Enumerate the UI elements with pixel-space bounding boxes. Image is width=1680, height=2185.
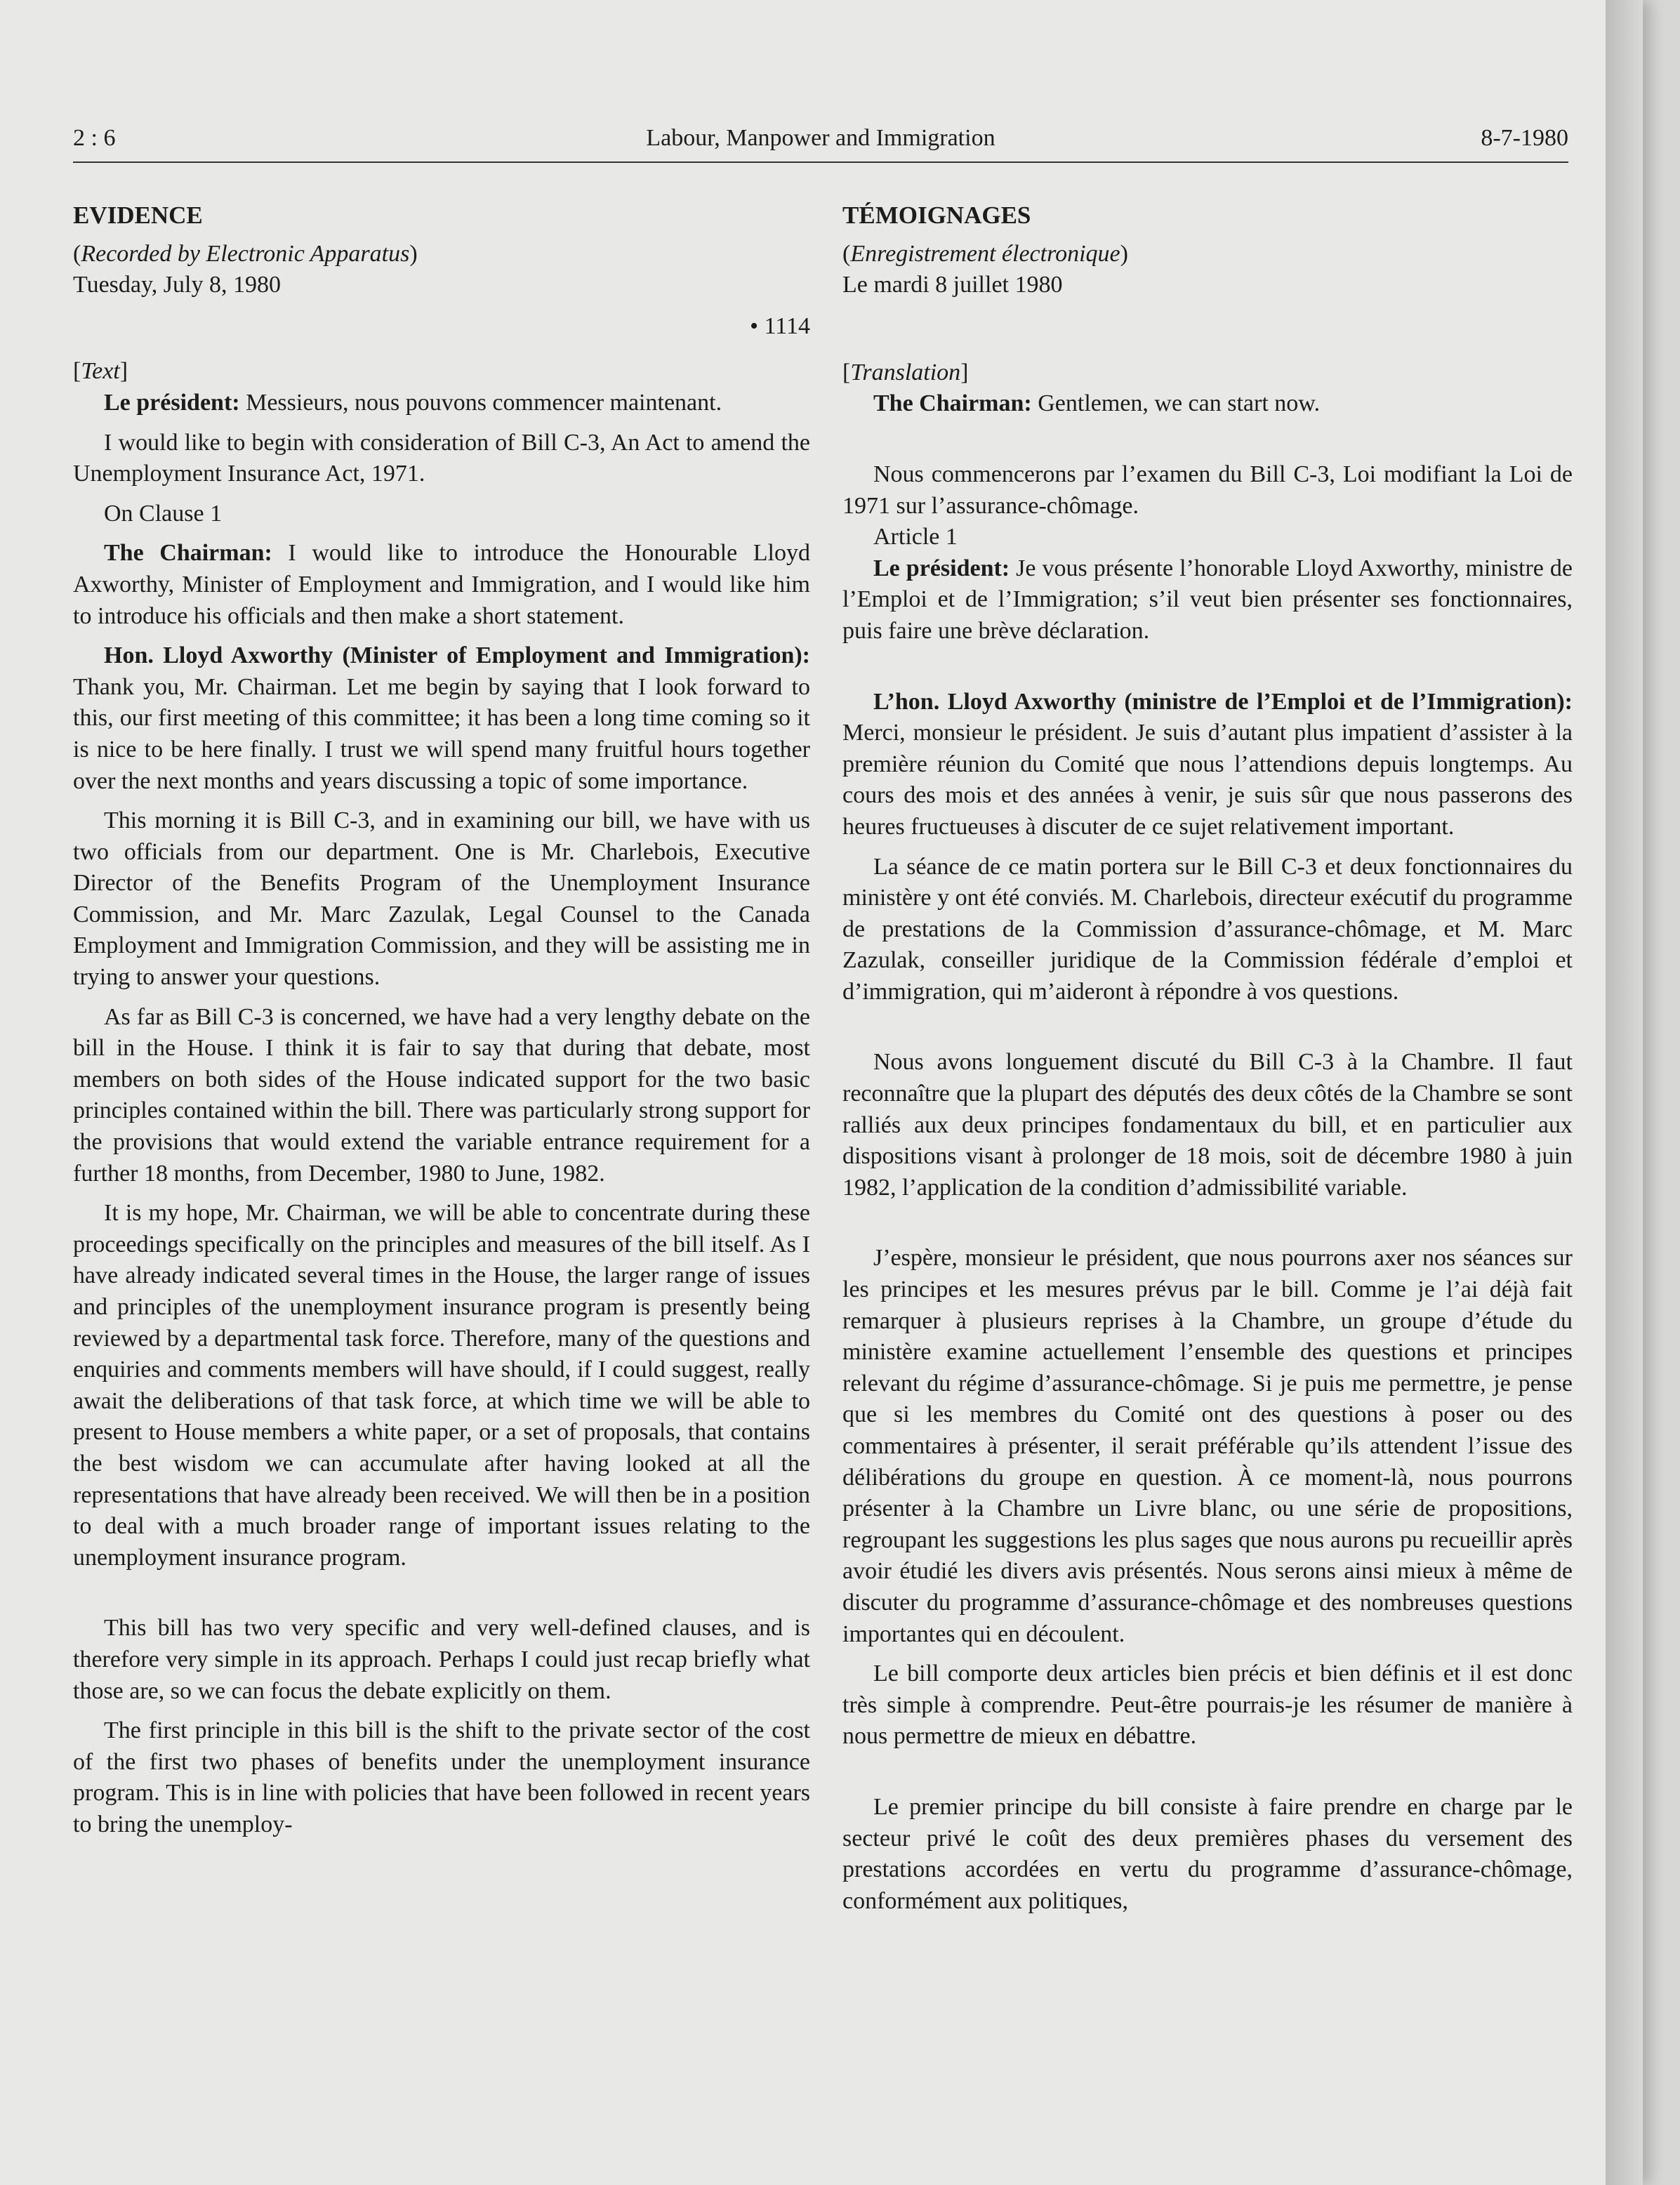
english-column <box>73 200 810 1841</box>
recording-note: (Recorded by Electronic Apparatus) <box>73 240 418 267</box>
paragraph: This morning it is Bill C-3, and in examining our bill, we have with us two officials from our department. One is Mr. Charlebois, Executive Director of the Benefits Program of the Unemployment Insurance Commission, and Mr. Marc Zazulak, Legal Counsel to the Canada Employment and Immigration Commission, and they will be assisting me in trying to answer your questions. <box>73 807 810 991</box>
paragraph: Nous commencerons par l’examen du Bill C-3, Loi modifiant la Loi de 1971 sur l’assurance-chômage. <box>842 461 1573 519</box>
section-heading: TÉMOIGNAGES <box>842 202 1031 229</box>
paragraph: This bill has two very specific and very well-defined clauses, and is therefore very simple in its approach. Perhaps I could just recap briefly what those are, so we can focus the debate explicitly on them. <box>73 1615 810 1704</box>
section-heading: EVIDENCE <box>73 202 203 229</box>
session-date: Le mardi 8 juillet 1980 <box>842 272 1063 298</box>
page-header <box>73 122 1568 163</box>
header-date: 8-7-1980 <box>1481 125 1568 151</box>
paragraph: La séance de ce matin portera sur le Bill C-3 et deux fonctionnaires du ministère y ont été conviés. M. Charlebois, directeur exécutif du programme de prestations de la Commission d’assurance-chômage, et M. Marc Zazulak, conseiller juridique de la Commission fédérale d’emploi et d’immigration, qui m’aideront à répondre à vos questions. <box>842 853 1573 1005</box>
paragraph: As far as Bill C-3 is concerned, we have had a very lengthy debate on the bill in the House. I think it is fair to say that during that debate, most members on both sides of the House indicated support for the two basic principles contained within the bill. There was particularly strong support for the provisions that would extend the variable entrance requirement for a further 18 months, from December, 1980 to June, 1982. <box>73 1003 810 1187</box>
paragraph: Le premier principe du bill consiste à faire prendre en charge par le secteur privé le coût des deux premières phases du versement des prestations accordées en vertu du programme d’assurance-chômage, conformément aux politiques, <box>842 1793 1573 1914</box>
speaker-name: L’hon. Lloyd Axworthy (ministre de l’Emploi et de l’Immigration): <box>873 688 1573 715</box>
paragraph: The Chairman: Gentlemen, we can start now. <box>873 390 1321 417</box>
french-column <box>842 200 1573 1917</box>
paragraph: It is my hope, Mr. Chairman, we will be able to concentrate during these proceedings specifically on the principles and measures of the bill itself. As I have already indicated several times in the House, the larger range of issues and principles of the unemployment insurance program is presently being reviewed by a departmental task force. Therefore, many of the questions and enquiries and comments members will have should, if I could suggest, really await the deliberations of that task force, at which time we will be able to present to House members a white paper, or a set of proposals, that contains the best wisdom we can accumulate after having looked at all the representations that have already been received. We will then be in a position to deal with a much broader range of important issues relating to the unemployment insurance program. <box>73 1200 810 1571</box>
page-number: 2 : 6 <box>73 125 116 151</box>
paragraph: Article 1 <box>873 524 958 550</box>
paragraph: Nous avons longuement discuté du Bill C-3 à la Chambre. Il faut reconnaître que la plupart des députés des deux côtés de la Chambre se sont ralliés aux deux principes fondamentaux du bill, et en particulier aux dispositions visant à prolonger de 18 mois, soit de décembre 1980 à juin 1982, l’application de la condition d’admissibilité variable. <box>842 1049 1573 1201</box>
time-marker: • 1114 <box>750 312 810 339</box>
paragraph: The first principle in this bill is the shift to the private sector of the cost of the first two phases of benefits under the unemployment insurance program. This is in line with policies that have been followed in recent years to bring the unemploy- <box>73 1717 810 1837</box>
paragraph: I would like to begin with consideration of Bill C-3, An Act to amend the Unemployment Insurance Act, 1971. <box>73 429 810 487</box>
paragraph: Le bill comporte deux articles bien précis et bien définis et il est donc très simple à comprendre. Peut-être pourrais-je les résumer de manière à nous permettre de mieux en débattre. <box>842 1661 1573 1750</box>
recording-note: (Enregistrement électronique) <box>842 240 1128 267</box>
publication-title: Labour, Manpower and Immigration <box>646 125 996 151</box>
paragraph: The Chairman: I would like to introduce the Honourable Lloyd Axworthy, Minister of Employment and Immigration, and I would like him to introduce his officials and then make a short statement. <box>73 540 810 629</box>
speaker-name: Le président: <box>104 389 240 416</box>
paragraph: On Clause 1 <box>104 500 223 527</box>
paragraph: Le président: Messieurs, nous pouvons commencer maintenant. <box>104 389 722 416</box>
session-date: Tuesday, July 8, 1980 <box>73 272 281 298</box>
page-edge-shadow <box>1606 0 1643 2185</box>
paragraph: Le président: Je vous présente l’honorable Lloyd Axworthy, ministre de l’Emploi et de l’Immigration; s’il veut bien présenter ses fonctionnaires, puis faire une brève déclaration. <box>842 555 1573 644</box>
paragraph: Hon. Lloyd Axworthy (Minister of Employment and Immigration): Thank you, Mr. Chairman. Let me begin by saying that I look forward to this, our first meeting of this committee; it has been a long time coming so it is nice to be here finally. I trust we will spend many fruitful hours together over the next months and years discussing a topic of some importance. <box>73 642 810 794</box>
speaker-name: Le président: <box>873 555 1010 581</box>
text-label: [Text] <box>73 358 128 385</box>
speaker-name: The Chairman: <box>873 390 1032 417</box>
text-label: [Translation] <box>842 359 969 385</box>
speaker-name: Hon. Lloyd Axworthy (Minister of Employment and Immigration): <box>104 642 810 669</box>
paragraph: L’hon. Lloyd Axworthy (ministre de l’Emploi et de l’Immigration): Merci, monsieur le président. Je suis d’autant plus impatient d’assister à la première réunion du Comité que nous l’attendions depuis longtemps. Au cours des mois et des années à venir, je suis sûr que nous passerons des heures fructueuses à discuter de ce sujet relativement important. <box>842 688 1573 840</box>
speaker-name: The Chairman: <box>104 540 272 567</box>
paragraph: J’espère, monsieur le président, que nous pourrons axer nos séances sur les principes et les mesures prévus par le bill. Comme je l’ai déjà fait remarquer à plusieurs reprises à la Chambre, un groupe d’étude du ministère examine actuellement l’ensemble des questions et principes relevant du régime d’assurance-chômage. Si je puis me permettre, je pense que si les membres du Comité ont des questions à poser ou des commentaires à présenter, il serait préférable qu’ils attendent l’issue des délibérations du groupe en question. À ce moment-là, nous pourrons présenter à la Chambre un Livre blanc, ou une série de propositions, regroupant les suggestions les plus sages que nous aurons pu recueillir après avoir étudié les divers avis présentés. Nous serons ainsi mieux à même de discuter du programme d’assurance-chômage et des nombreuses questions importantes qui en découlent. <box>842 1245 1573 1647</box>
